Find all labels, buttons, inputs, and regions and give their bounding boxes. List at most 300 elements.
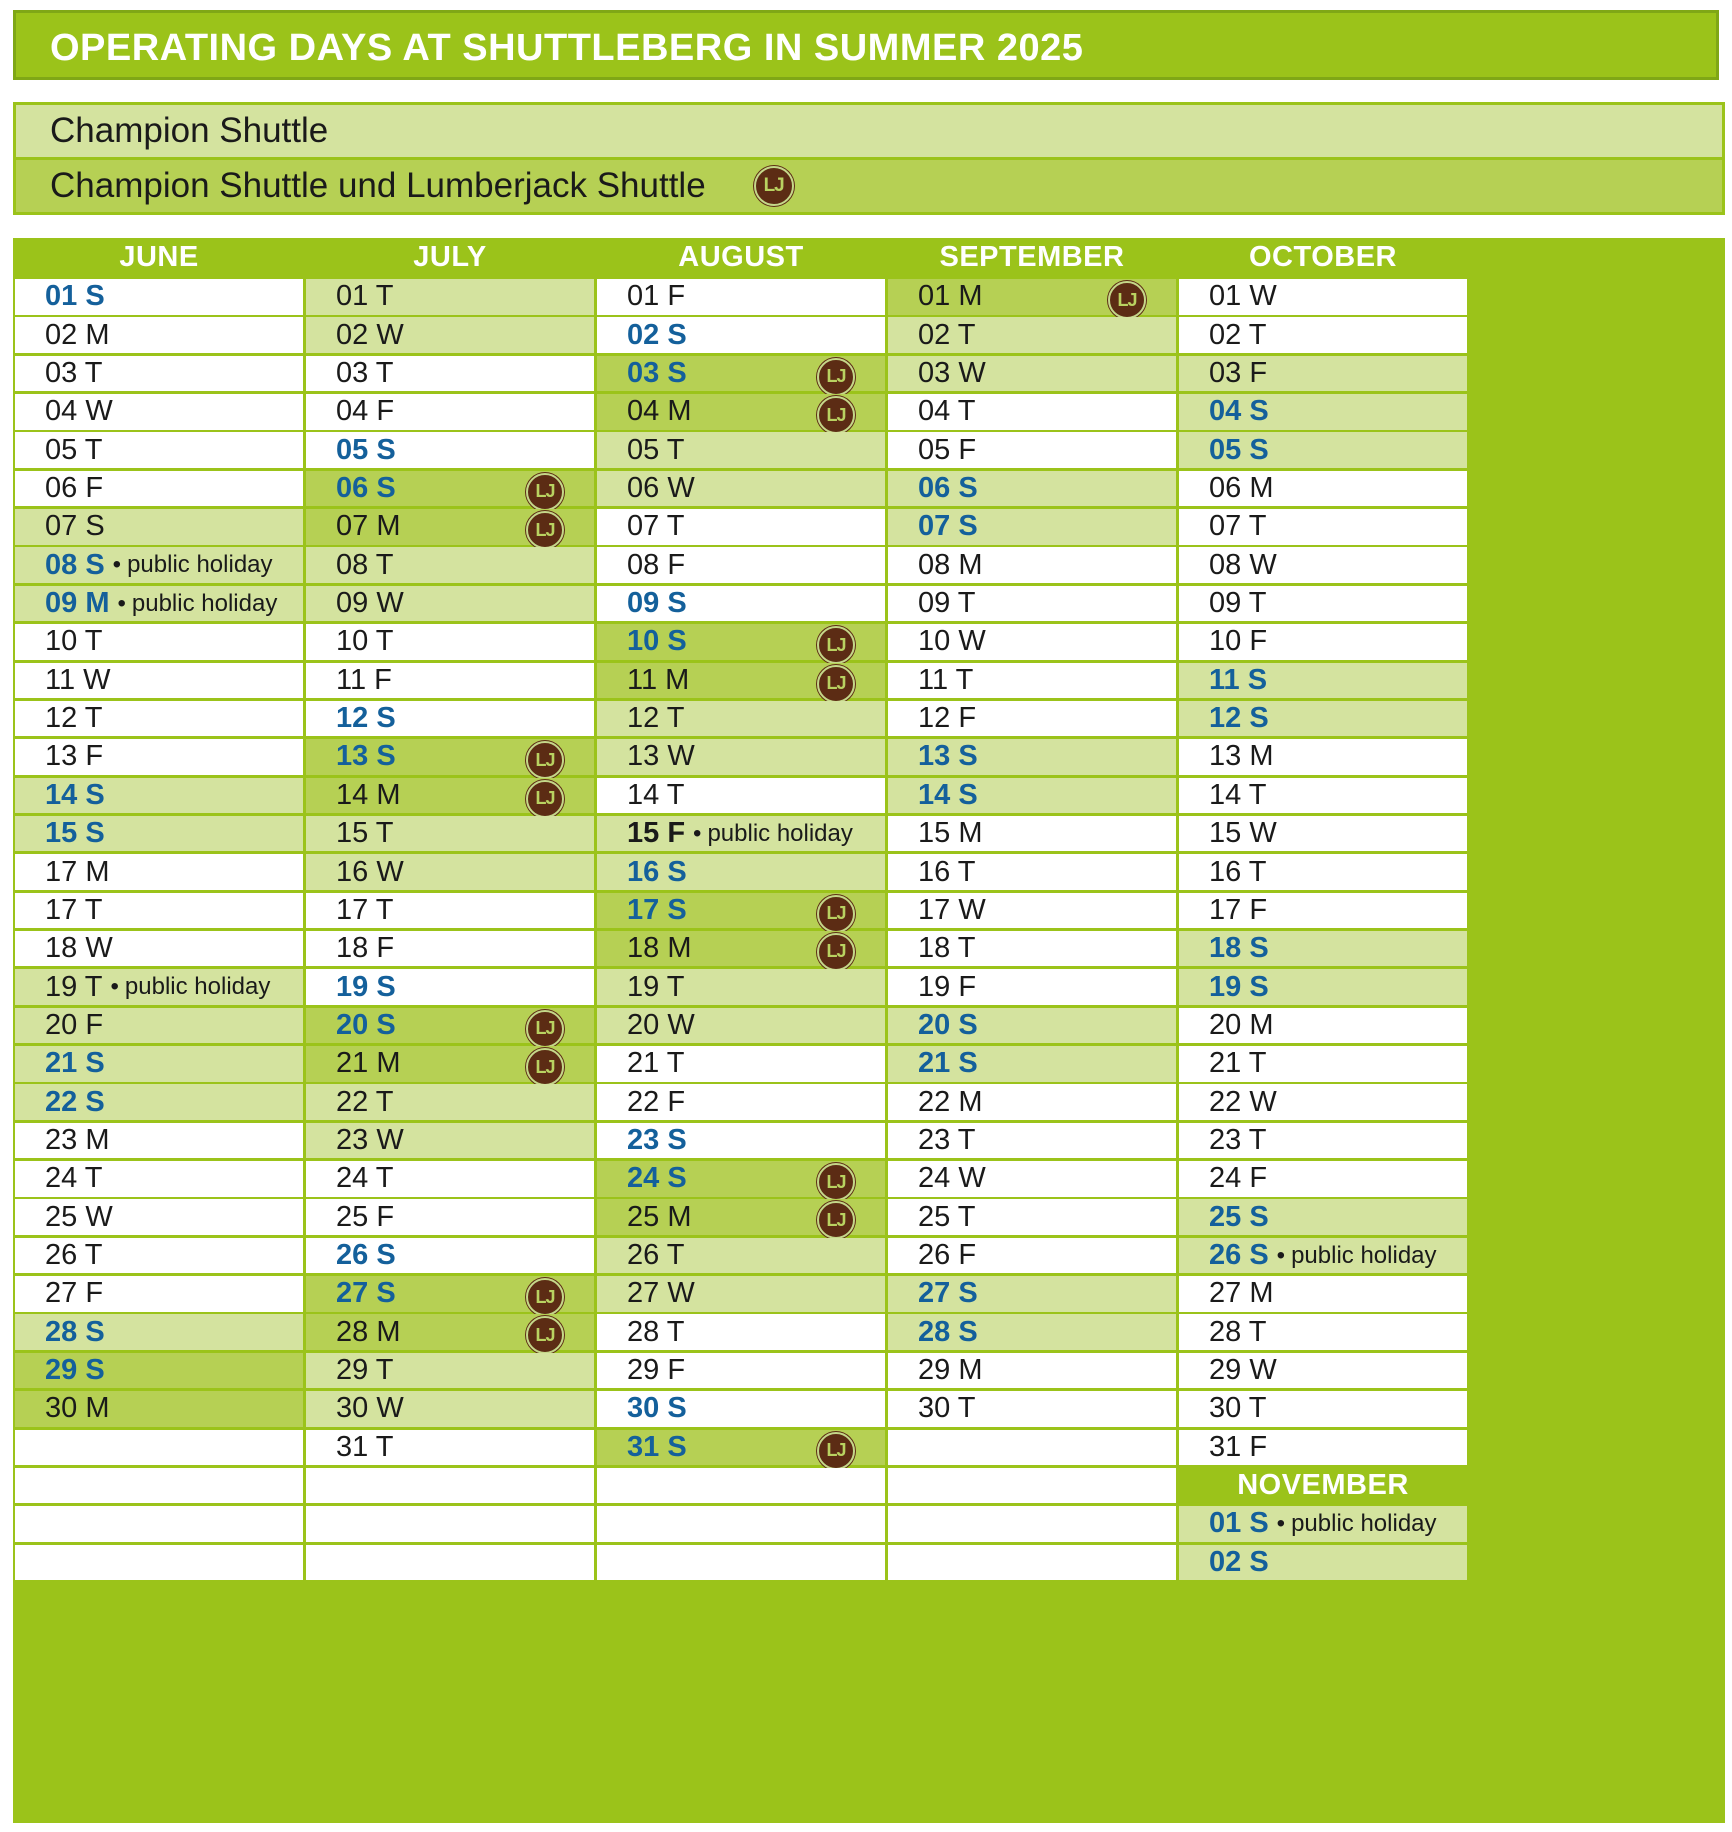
day-cell — [15, 701, 303, 737]
day-label: 10 T — [336, 625, 394, 658]
day-label: 24 F — [1209, 1162, 1268, 1195]
empty-cell — [15, 1545, 303, 1581]
empty-cell — [306, 1468, 594, 1504]
day-cell — [15, 893, 303, 929]
day-label: 08 S — [45, 548, 105, 581]
day-label: 22 F — [627, 1085, 686, 1118]
day-cell — [15, 739, 303, 775]
day-cell — [15, 816, 303, 852]
day-label: 15 T — [336, 817, 394, 850]
day-label: 17 F — [1209, 893, 1268, 926]
day-cell — [1179, 893, 1467, 929]
day-cell — [306, 586, 594, 622]
day-cell — [15, 854, 303, 890]
day-cell — [597, 1391, 885, 1427]
public-holiday-note: • public holiday — [1277, 1510, 1437, 1538]
month-column-july — [306, 238, 594, 1823]
lumberjack-badge-icon — [817, 626, 855, 664]
day-cell — [1179, 1391, 1467, 1427]
day-cell — [888, 279, 1176, 315]
month-header: JUNE — [15, 238, 303, 276]
day-label: 27 W — [627, 1277, 695, 1310]
day-label: 02 M — [45, 318, 110, 351]
day-label: 29 F — [627, 1354, 686, 1387]
day-cell — [597, 701, 885, 737]
lumberjack-badge-icon — [526, 511, 564, 549]
month-column-june — [15, 238, 303, 1823]
day-cell — [15, 663, 303, 699]
lumberjack-badge-icon — [817, 1432, 855, 1470]
day-cell — [597, 317, 885, 353]
day-label: 11 S — [1209, 663, 1268, 696]
day-label: 06 S — [336, 472, 396, 504]
day-label: 19 S — [336, 970, 396, 1003]
empty-cell — [888, 1545, 1176, 1581]
day-cell — [888, 969, 1176, 1005]
day-label: 20 M — [1209, 1008, 1274, 1041]
day-label: 22 T — [336, 1085, 394, 1118]
day-label: 17 S — [627, 893, 687, 926]
day-label: 23 T — [918, 1123, 976, 1156]
day-cell — [1179, 1353, 1467, 1389]
day-label: 29 M — [918, 1354, 983, 1387]
empty-cell — [15, 1468, 303, 1504]
day-label: 20 W — [627, 1008, 695, 1041]
day-label: 06 F — [45, 472, 104, 504]
day-cell — [15, 1314, 303, 1350]
day-label: 28 S — [918, 1315, 978, 1348]
day-label: 15 M — [918, 817, 983, 850]
day-label: 03 T — [45, 356, 103, 389]
day-label: 04 S — [1209, 395, 1269, 428]
day-label: 14 T — [1209, 778, 1267, 811]
empty-cell — [597, 1468, 885, 1504]
day-cell — [306, 279, 594, 315]
day-cell — [1179, 931, 1467, 967]
day-cell — [15, 1008, 303, 1044]
day-label: 17 M — [45, 855, 110, 888]
lumberjack-badge-icon — [817, 396, 855, 434]
day-label: 23 M — [45, 1123, 110, 1156]
lumberjack-badge-text: LJ — [535, 788, 555, 809]
day-cell — [1179, 854, 1467, 890]
lumberjack-badge-text: LJ — [1117, 289, 1137, 310]
day-cell — [888, 1046, 1176, 1082]
day-cell — [597, 279, 885, 315]
day-label: 25 F — [336, 1200, 395, 1233]
day-cell — [1179, 1161, 1467, 1197]
day-cell — [306, 547, 594, 583]
day-cell — [888, 432, 1176, 468]
public-holiday-note: • public holiday — [111, 973, 271, 1001]
day-label: 12 S — [1209, 702, 1269, 735]
day-cell — [306, 701, 594, 737]
day-label: 05 T — [627, 433, 685, 466]
day-cell — [306, 1238, 594, 1274]
day-cell — [1179, 279, 1467, 315]
day-cell — [1179, 1276, 1467, 1312]
day-label: 08 W — [1209, 548, 1277, 581]
month-header: SEPTEMBER — [888, 238, 1176, 276]
day-cell — [597, 1276, 885, 1312]
day-label: 15 S — [45, 817, 105, 850]
day-cell — [306, 816, 594, 852]
lumberjack-badge-icon — [817, 895, 855, 933]
day-label: 12 F — [918, 702, 977, 735]
day-label: 03 F — [1209, 356, 1268, 389]
day-label: 26 S — [1209, 1239, 1269, 1271]
day-cell — [1179, 663, 1467, 699]
day-cell — [15, 1084, 303, 1120]
day-cell — [1179, 509, 1467, 545]
day-label: 04 M — [627, 395, 692, 428]
day-label: 15 F — [627, 817, 686, 850]
day-cell — [1179, 969, 1467, 1005]
day-label: 18 F — [336, 932, 395, 965]
day-cell — [15, 1353, 303, 1389]
day-label: 07 M — [336, 510, 401, 543]
lumberjack-badge-icon — [526, 1316, 564, 1354]
day-cell — [15, 356, 303, 392]
day-label: 28 M — [336, 1315, 401, 1348]
day-cell — [597, 586, 885, 622]
day-cell — [1179, 701, 1467, 737]
day-label: 16 T — [918, 855, 976, 888]
day-cell — [15, 1046, 303, 1082]
day-cell — [306, 1391, 594, 1427]
day-cell — [888, 509, 1176, 545]
day-cell — [1179, 1123, 1467, 1159]
day-cell — [1179, 1199, 1467, 1235]
day-label: 18 S — [1209, 932, 1269, 965]
day-label: 10 W — [918, 625, 986, 658]
day-label: 31 F — [1209, 1430, 1268, 1463]
day-label: 01 W — [1209, 280, 1277, 313]
day-cell — [597, 893, 885, 929]
day-label: 27 F — [45, 1277, 104, 1310]
day-label: 13 W — [627, 740, 695, 773]
day-label: 27 M — [1209, 1277, 1274, 1310]
day-cell — [597, 739, 885, 775]
day-cell — [306, 471, 594, 507]
lumberjack-badge-icon — [526, 1048, 564, 1086]
day-cell — [15, 317, 303, 353]
day-cell — [597, 663, 885, 699]
day-cell — [888, 1199, 1176, 1235]
day-label: 20 S — [918, 1008, 978, 1041]
day-label: 22 W — [1209, 1085, 1277, 1118]
day-cell — [15, 471, 303, 507]
empty-cell — [15, 1506, 303, 1542]
day-label: 22 S — [45, 1085, 105, 1118]
day-label: 15 W — [1209, 817, 1277, 850]
day-cell — [888, 701, 1176, 737]
day-cell — [306, 1123, 594, 1159]
lumberjack-badge-text: LJ — [826, 903, 846, 924]
day-cell — [597, 816, 885, 852]
day-cell — [888, 317, 1176, 353]
empty-cell — [306, 1506, 594, 1542]
month-column-september — [888, 238, 1176, 1823]
day-cell — [888, 1353, 1176, 1389]
day-cell — [15, 1276, 303, 1312]
day-cell — [1179, 816, 1467, 852]
day-cell — [888, 816, 1176, 852]
day-label: 04 T — [918, 395, 976, 428]
title-bar — [13, 10, 1719, 80]
day-label: 30 W — [336, 1392, 404, 1425]
month-header-november: NOVEMBER — [1179, 1468, 1467, 1504]
day-cell — [1179, 739, 1467, 775]
day-cell — [888, 1123, 1176, 1159]
public-holiday-note: • public holiday — [1277, 1242, 1437, 1270]
day-label: 18 W — [45, 932, 113, 965]
lumberjack-badge-text: LJ — [535, 1286, 555, 1307]
lumberjack-badge-icon — [526, 473, 564, 511]
day-cell — [1179, 1046, 1467, 1082]
day-cell — [597, 854, 885, 890]
day-cell — [306, 893, 594, 929]
day-label: 23 S — [627, 1123, 687, 1156]
day-label: 08 M — [918, 548, 983, 581]
day-label: 29 S — [45, 1354, 105, 1387]
day-label: 31 T — [336, 1430, 394, 1463]
day-label: 31 S — [627, 1430, 687, 1463]
day-cell — [1179, 1238, 1467, 1274]
legend — [13, 102, 1725, 215]
empty-cell — [15, 1430, 303, 1466]
day-cell — [15, 931, 303, 967]
day-cell — [15, 432, 303, 468]
day-cell — [597, 394, 885, 430]
day-cell — [888, 356, 1176, 392]
day-label: 13 S — [336, 740, 396, 773]
day-cell — [306, 624, 594, 660]
empty-cell — [306, 1545, 594, 1581]
day-label: 26 S — [336, 1239, 396, 1271]
lumberjack-badge-icon — [817, 1163, 855, 1201]
day-label: 21 S — [45, 1047, 105, 1080]
day-cell — [306, 1430, 594, 1466]
day-label: 21 S — [918, 1047, 978, 1080]
day-cell — [597, 1046, 885, 1082]
day-cell — [306, 1046, 594, 1082]
day-cell — [597, 624, 885, 660]
day-cell — [888, 547, 1176, 583]
day-cell — [597, 547, 885, 583]
lumberjack-badge-text: LJ — [826, 366, 846, 387]
day-label: 05 T — [45, 433, 103, 466]
day-label: 13 S — [918, 740, 978, 773]
day-cell — [1179, 1084, 1467, 1120]
day-cell — [15, 624, 303, 660]
day-cell — [1179, 778, 1467, 814]
day-label: 01 S — [45, 280, 105, 313]
day-label: 25 M — [627, 1200, 692, 1233]
day-label: 01 F — [627, 280, 686, 313]
day-label: 03 S — [627, 356, 687, 389]
day-cell — [1179, 471, 1467, 507]
day-cell — [597, 1199, 885, 1235]
day-label: 08 T — [336, 548, 394, 581]
day-cell — [306, 1008, 594, 1044]
lumberjack-badge-icon — [817, 665, 855, 703]
day-cell — [597, 1161, 885, 1197]
day-label: 25 T — [918, 1200, 976, 1233]
day-cell — [306, 969, 594, 1005]
day-cell — [306, 663, 594, 699]
day-label: 04 W — [45, 395, 113, 428]
day-label: 01 T — [336, 280, 394, 313]
day-cell — [888, 1314, 1176, 1350]
day-label: 07 S — [918, 510, 978, 543]
day-label: 21 T — [1209, 1047, 1267, 1080]
day-label: 16 S — [627, 855, 687, 888]
day-cell — [15, 279, 303, 315]
day-label: 23 T — [1209, 1123, 1267, 1156]
day-label: 14 M — [336, 778, 401, 811]
day-label: 06 M — [1209, 472, 1274, 504]
day-label: 25 S — [1209, 1200, 1269, 1233]
day-label: 01 M — [918, 280, 983, 313]
day-label: 09 M — [45, 587, 110, 620]
day-cell — [597, 432, 885, 468]
day-cell — [888, 394, 1176, 430]
day-label: 24 W — [918, 1162, 986, 1195]
lumberjack-badge-text: LJ — [535, 1324, 555, 1345]
lumberjack-badge-icon — [754, 166, 794, 206]
day-label: 07 T — [1209, 510, 1267, 543]
day-label: 03 T — [336, 356, 394, 389]
day-cell — [306, 394, 594, 430]
day-label: 21 T — [627, 1047, 685, 1080]
day-cell — [15, 1123, 303, 1159]
day-label: 05 S — [1209, 433, 1269, 466]
day-cell — [1179, 1506, 1467, 1542]
day-cell — [888, 1084, 1176, 1120]
day-cell — [888, 663, 1176, 699]
lumberjack-badge-text: LJ — [535, 519, 555, 540]
day-cell — [597, 1314, 885, 1350]
day-label: 22 M — [918, 1085, 983, 1118]
day-label: 14 T — [627, 778, 685, 811]
day-cell — [306, 356, 594, 392]
day-label: 19 F — [918, 970, 977, 1003]
day-cell — [306, 1314, 594, 1350]
day-label: 12 S — [336, 702, 396, 735]
empty-cell — [888, 1468, 1176, 1504]
day-cell — [597, 1238, 885, 1274]
day-label: 02 S — [627, 318, 687, 351]
day-cell — [306, 1276, 594, 1312]
lumberjack-badge-icon — [1108, 281, 1146, 319]
day-label: 11 F — [336, 663, 392, 696]
day-label: 02 W — [336, 318, 404, 351]
day-cell — [597, 509, 885, 545]
day-cell — [15, 1161, 303, 1197]
lumberjack-badge-icon — [526, 741, 564, 779]
day-label: 14 S — [918, 778, 978, 811]
day-cell — [15, 1238, 303, 1274]
day-label: 27 S — [336, 1277, 396, 1310]
day-label: 19 S — [1209, 970, 1269, 1003]
day-label: 05 F — [918, 433, 977, 466]
day-label: 02 T — [1209, 318, 1267, 351]
day-label: 16 W — [336, 855, 404, 888]
lumberjack-badge-text: LJ — [535, 1018, 555, 1039]
day-label: 11 M — [627, 663, 690, 696]
day-cell — [597, 356, 885, 392]
day-label: 09 S — [627, 587, 687, 620]
day-label: 27 S — [918, 1277, 978, 1310]
day-label: 09 T — [1209, 587, 1267, 620]
day-label: 24 S — [627, 1162, 687, 1195]
lumberjack-badge-icon — [526, 780, 564, 818]
month-header: JULY — [306, 238, 594, 276]
day-label: 28 T — [627, 1315, 685, 1348]
legend-row-champion — [16, 105, 1722, 157]
calendar-grid — [13, 238, 1725, 1823]
day-cell — [306, 1353, 594, 1389]
day-label: 13 M — [1209, 740, 1274, 773]
lumberjack-badge-text: LJ — [535, 749, 555, 770]
day-cell — [597, 1084, 885, 1120]
lumberjack-badge-text: LJ — [826, 1209, 846, 1230]
day-cell — [15, 778, 303, 814]
day-cell — [888, 1238, 1176, 1274]
month-column-october — [1179, 238, 1467, 1823]
day-cell — [306, 778, 594, 814]
day-label: 02 S — [1209, 1545, 1269, 1578]
day-label: 29 T — [336, 1354, 394, 1387]
day-cell — [306, 854, 594, 890]
lumberjack-badge-text: LJ — [826, 1440, 846, 1460]
day-label: 24 T — [45, 1162, 103, 1195]
lumberjack-badge-text: LJ — [826, 404, 846, 425]
day-cell — [306, 1199, 594, 1235]
lumberjack-badge-text: LJ — [535, 481, 555, 502]
day-label: 07 T — [627, 510, 685, 543]
day-label: 06 S — [918, 472, 978, 504]
day-cell — [888, 624, 1176, 660]
public-holiday-note: • public holiday — [117, 590, 277, 618]
day-cell — [888, 1008, 1176, 1044]
day-label: 25 W — [45, 1200, 113, 1233]
day-cell — [597, 1353, 885, 1389]
day-label: 24 T — [336, 1162, 394, 1195]
lumberjack-badge-icon — [817, 358, 855, 396]
empty-cell — [888, 1430, 1176, 1466]
lumberjack-badge-icon — [526, 1010, 564, 1048]
day-label: 08 F — [627, 548, 686, 581]
day-label: 26 T — [627, 1239, 685, 1271]
lumberjack-badge-text: LJ — [826, 673, 846, 693]
day-label: 03 W — [918, 356, 986, 389]
day-cell — [15, 394, 303, 430]
day-label: 16 T — [1209, 855, 1267, 888]
page-title: OPERATING DAYS AT SHUTTLEBERG IN SUMMER 2025 — [50, 27, 1084, 69]
day-cell — [597, 969, 885, 1005]
day-cell — [1179, 356, 1467, 392]
empty-cell — [597, 1545, 885, 1581]
lumberjack-badge-text: LJ — [535, 1056, 555, 1077]
day-cell — [888, 854, 1176, 890]
lumberjack-badge-text: LJ — [826, 941, 846, 962]
day-label: 14 S — [45, 778, 105, 811]
lumberjack-badge-text: LJ — [826, 1171, 846, 1192]
day-cell — [597, 931, 885, 967]
day-label: 26 F — [918, 1239, 977, 1271]
